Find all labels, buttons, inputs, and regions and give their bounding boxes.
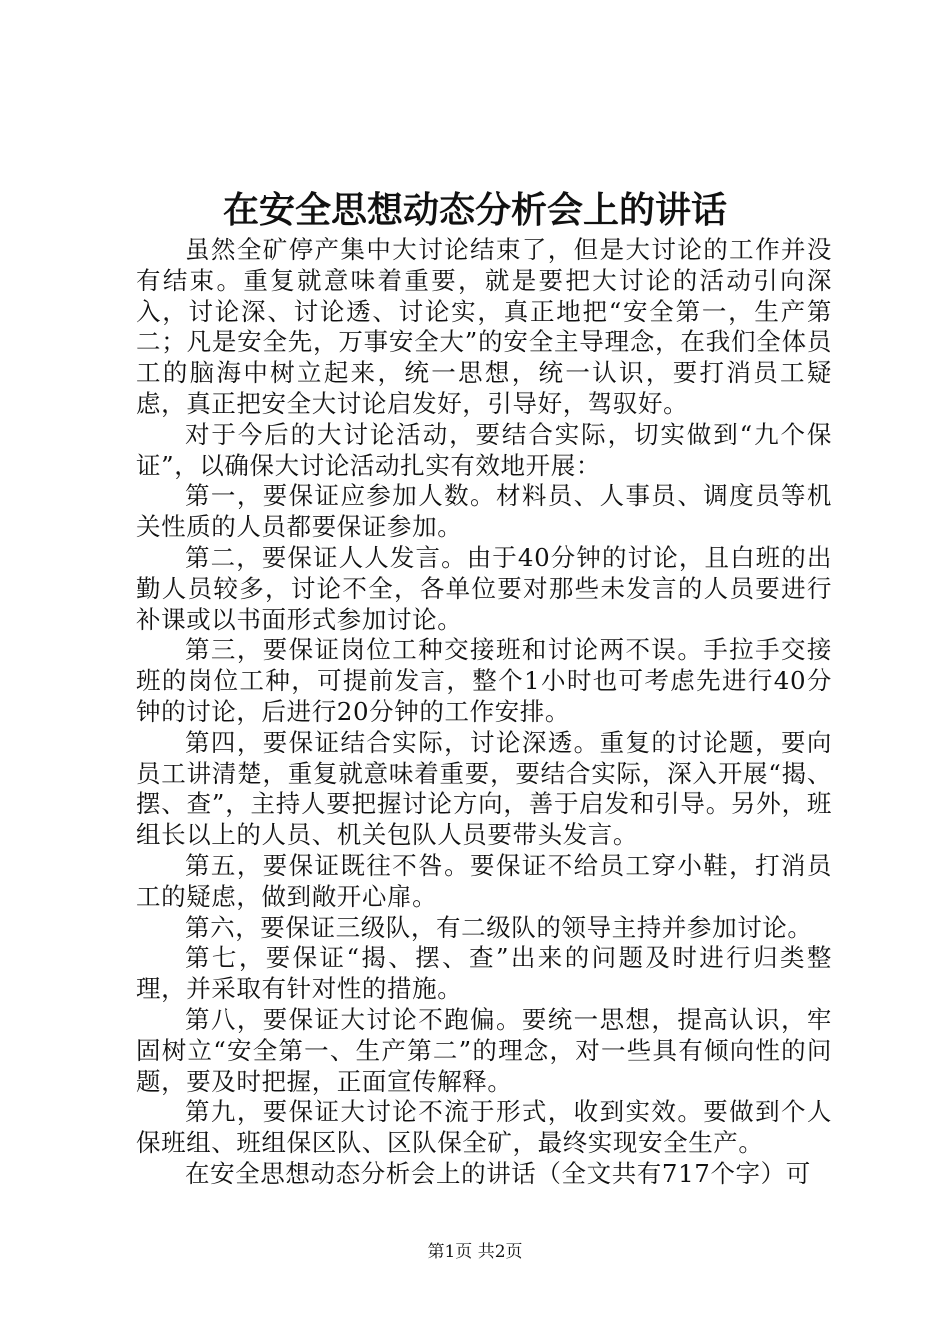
page-footer (0, 1240, 950, 1264)
paragraph-seventh: 第七，要保证“揭、摆、查”出来的问题及时进行归类整理，并采取有针对性的措施。 (136, 943, 832, 1004)
paragraph-first: 第一，要保证应参加人数。材料员、人事员、调度员等机关性质的人员都要保证参加。 (136, 481, 832, 542)
paragraph-fifth: 第五，要保证既往不咎。要保证不给员工穿小鞋，打消员工的疑虑，做到敞开心扉。 (136, 850, 832, 911)
paragraph-second: 第二，要保证人人发言。由于40分钟的讨论，且白班的出勤人员较多，讨论不全，各单位要对那些未发言的人员要进行补课或以书面形式参加讨论。 (136, 542, 832, 634)
paragraph-third: 第三，要保证岗位工种交接班和讨论两不误。手拉手交接班的岗位工种，可提前发言，整个1小时也可考虑先进行40分钟的讨论，后进行20分钟的工作安排。 (136, 635, 832, 726)
document-body (136, 235, 832, 1190)
document-title: 在安全思想动态分析会上的讲话 (222, 189, 727, 231)
paragraph-intro: 虽然全矿停产集中大讨论结束了，但是大讨论的工作并没有结束。重复就意味着重要，就是要把大讨论的活动引向深入，讨论深、讨论透、讨论实，真正地把“安全第一，生产第二；凡是安全先，万事安全大”的安全主导理念，在我们全体员工的脑海中树立起来，统一思想，统一认识，要打消员工疑虑，真正把安全大讨论启发好，引导好，驾驭好。 (136, 235, 832, 418)
paragraph-closing: 在安全思想动态分析会上的讲话（全文共有717个字）可 (185, 1158, 811, 1188)
paragraph-fourth: 第四，要保证结合实际，讨论深透。重复的讨论题，要向员工讲清楚，重复就意味着重要，要结合实际，深入开展“揭、摆、查”，主持人要把握讨论方向，善于启发和引导。另外，班组长以上的人员、机关包队人员要带头发言。 (136, 727, 832, 850)
paragraph-ninth: 第九，要保证大讨论不流于形式，收到实效。要做到个人保班组、班组保区队、区队保全矿，最终实现安全生产。 (136, 1097, 832, 1158)
paragraph-eighth: 第八，要保证大讨论不跑偏。要统一思想，提高认识，牢固树立“安全第一、生产第二”的理念，对一些具有倾向性的问题，要及时把握，正面宣传解释。 (136, 1004, 832, 1096)
page-total: 共2页 (477, 1242, 523, 1262)
page-number: 第1页 (427, 1242, 473, 1262)
paragraph-nine-guarantees: 对于今后的大讨论活动，要结合实际，切实做到“九个保证”，以确保大讨论活动扎实有效地开展： (136, 419, 832, 480)
paragraph-sixth: 第六，要保证三级队，有二级队的领导主持并参加讨论。 (185, 912, 813, 942)
